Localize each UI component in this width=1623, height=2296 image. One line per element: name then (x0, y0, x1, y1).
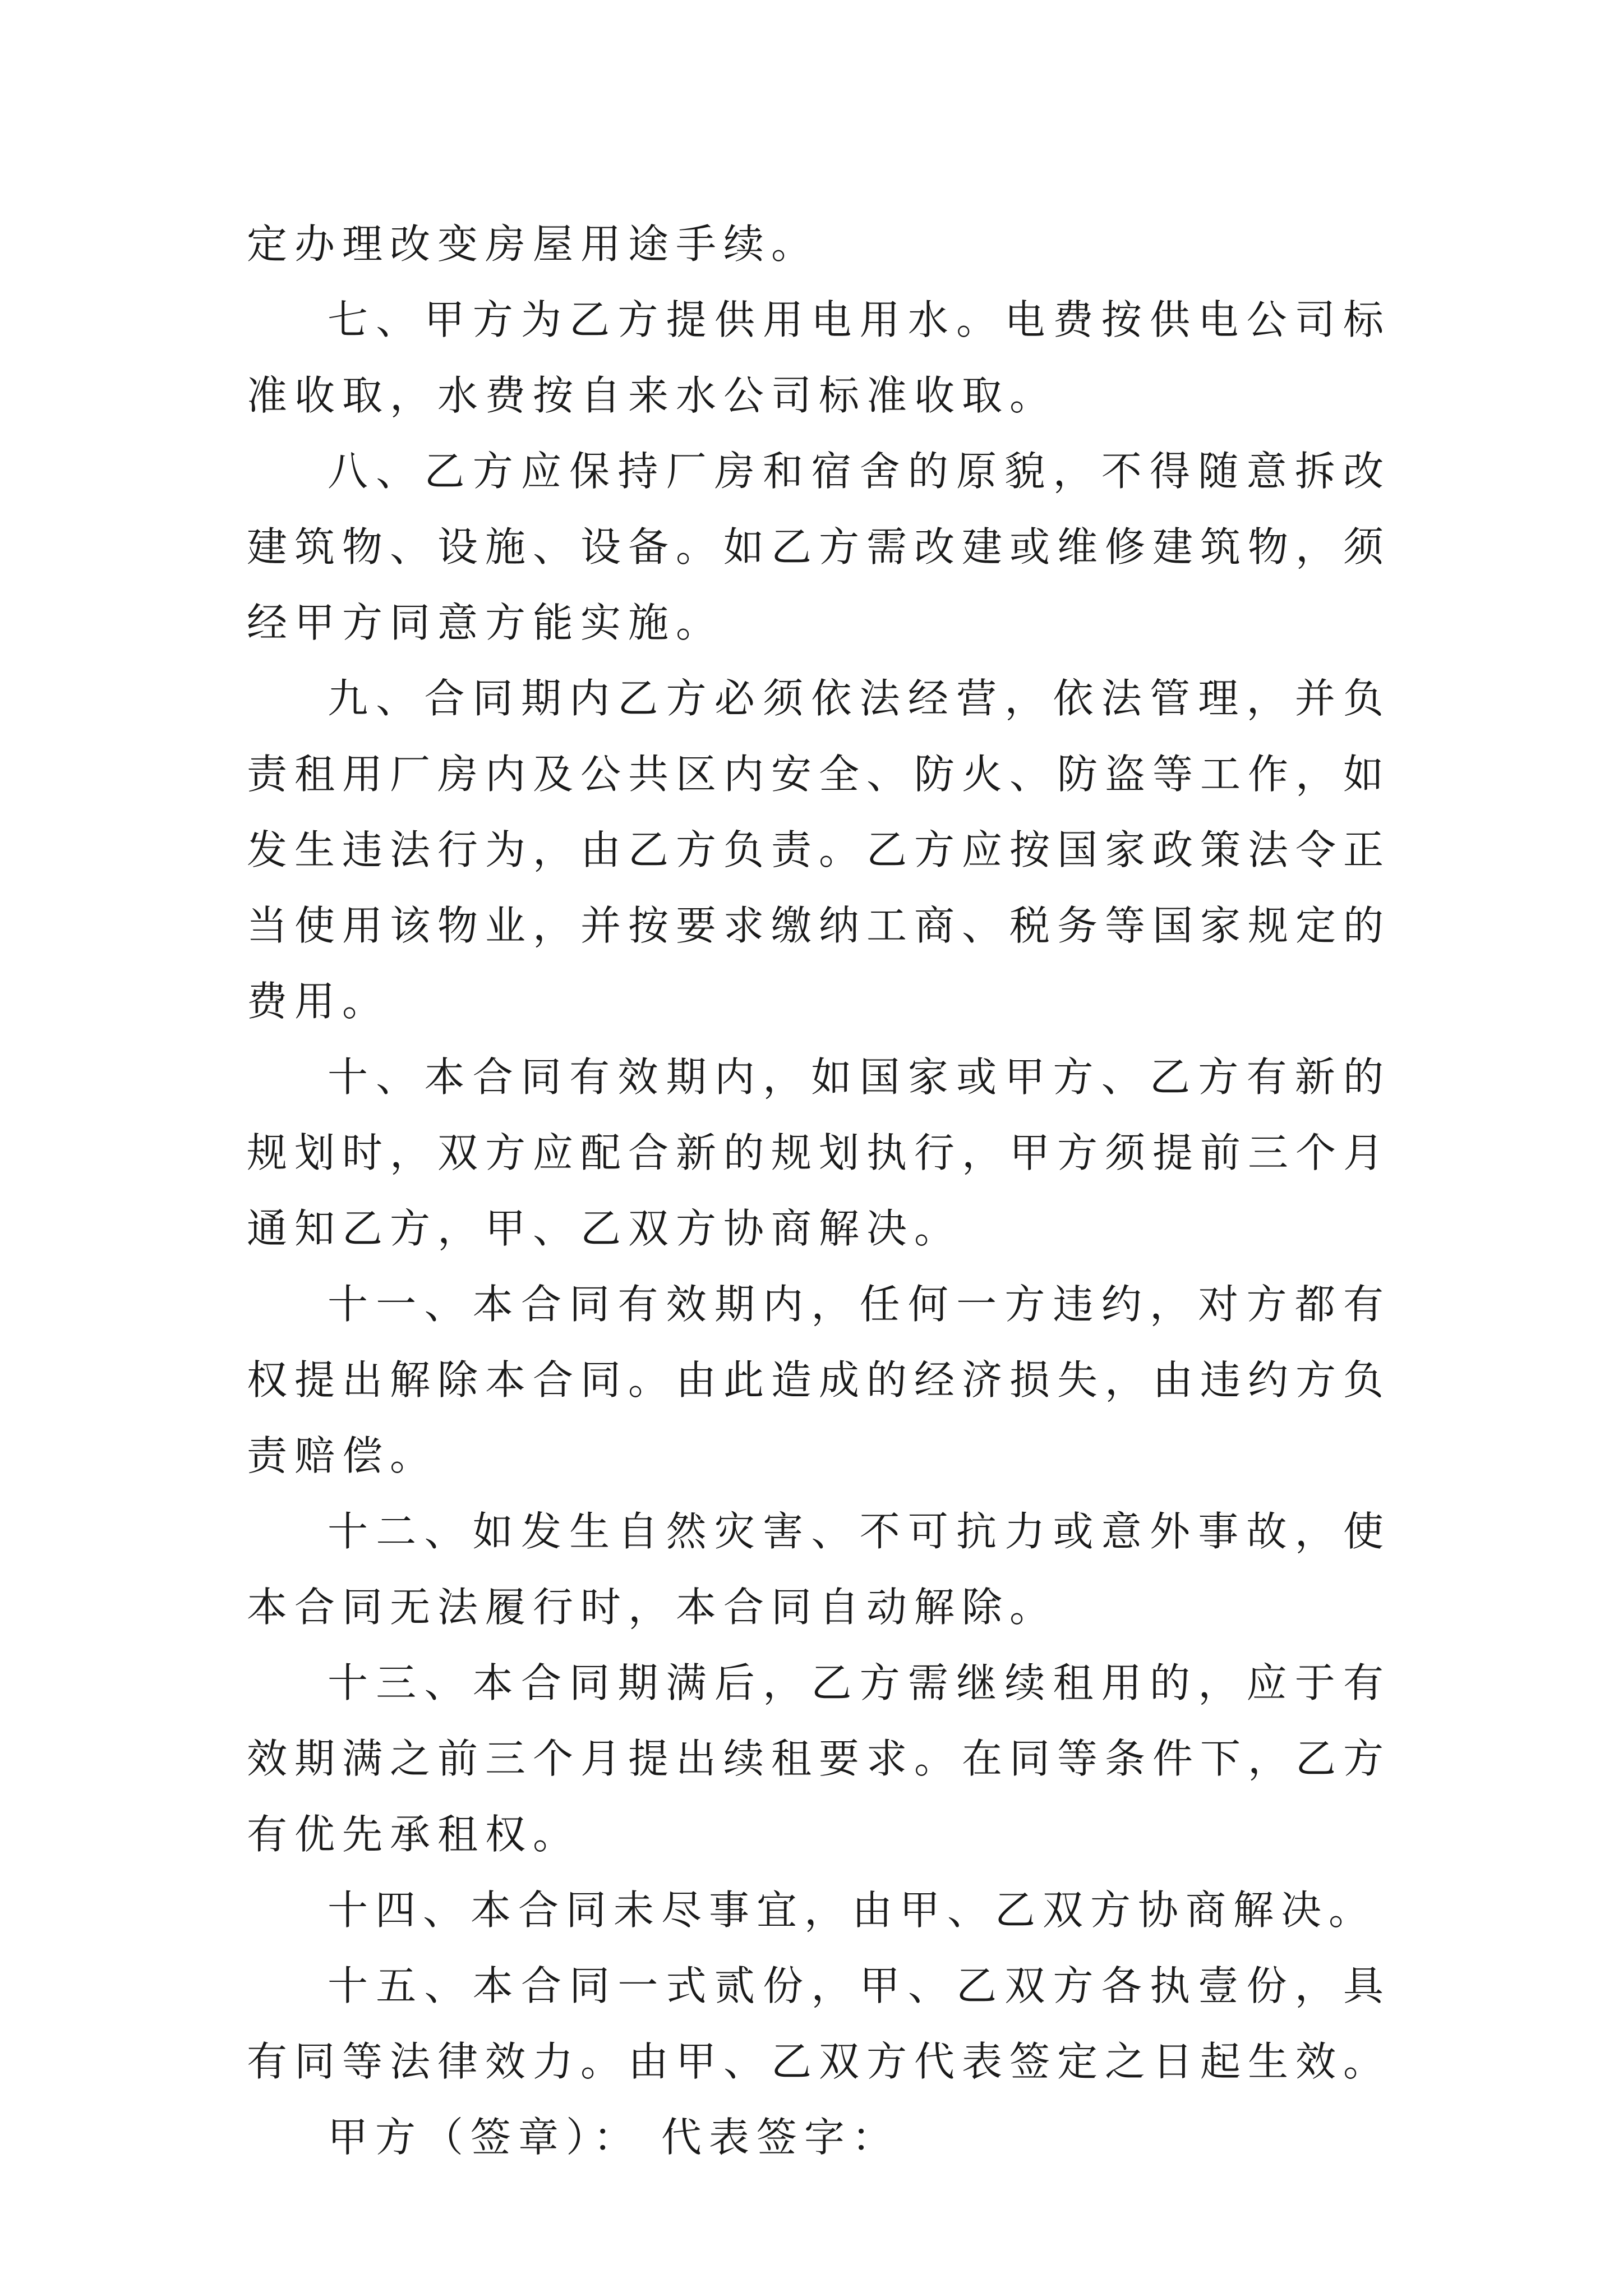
document-body (247, 206, 1391, 2175)
party-a-seal-label: 甲方（签章）： (328, 2114, 642, 2161)
paragraph-continuation: 定办理改变房屋用途手续。 (247, 220, 819, 268)
clause-15: 十五、本合同一式贰份，甲、乙双方各执壹份，具有同等法律效力。由甲、乙双方代表签定之日起生效。 (247, 1962, 1391, 2085)
representative-signature-label: 代表签字： (661, 2114, 900, 2161)
clause-11: 十一、本合同有效期内，任何一方违约，对方都有权提出解除本合同。由此造成的经济损失，由违约方负责赔偿。 (247, 1281, 1391, 1479)
clause-8: 八、乙方应保持厂房和宿舍的原貌，不得随意拆改建筑物、设施、设备。如乙方需改建或维修建筑物，须经甲方同意方能实施。 (247, 448, 1391, 646)
clause-9: 九、合同期内乙方必须依法经营，依法管理，并负责租用厂房内及公共区内安全、防火、防盗等工作，如发生违法行为，由乙方负责。乙方应按国家政策法令正当使用该物业，并按要求缴纳工商、税务等国家规定的费用。 (247, 675, 1391, 1025)
clause-14: 十四、本合同未尽事宜，由甲、乙双方协商解决。 (328, 1887, 1377, 1934)
clause-12: 十二、如发生自然灾害、不可抗力或意外事故，使本合同无法履行时，本合同自动解除。 (247, 1508, 1391, 1631)
clause-13: 十三、本合同期满后，乙方需继续租用的，应于有效期满之前三个月提出续租要求。在同等条件下，乙方有优先承租权。 (247, 1659, 1391, 1858)
signature-line (247, 2100, 1391, 2175)
clause-10: 十、本合同有效期内，如国家或甲方、乙方有新的规划时，双方应配合新的规划执行，甲方须提前三个月通知乙方，甲、乙双方协商解决。 (247, 1053, 1391, 1252)
clause-7: 七、甲方为乙方提供用电用水。电费按供电公司标准收取，水费按自来水公司标准收取。 (247, 296, 1391, 419)
